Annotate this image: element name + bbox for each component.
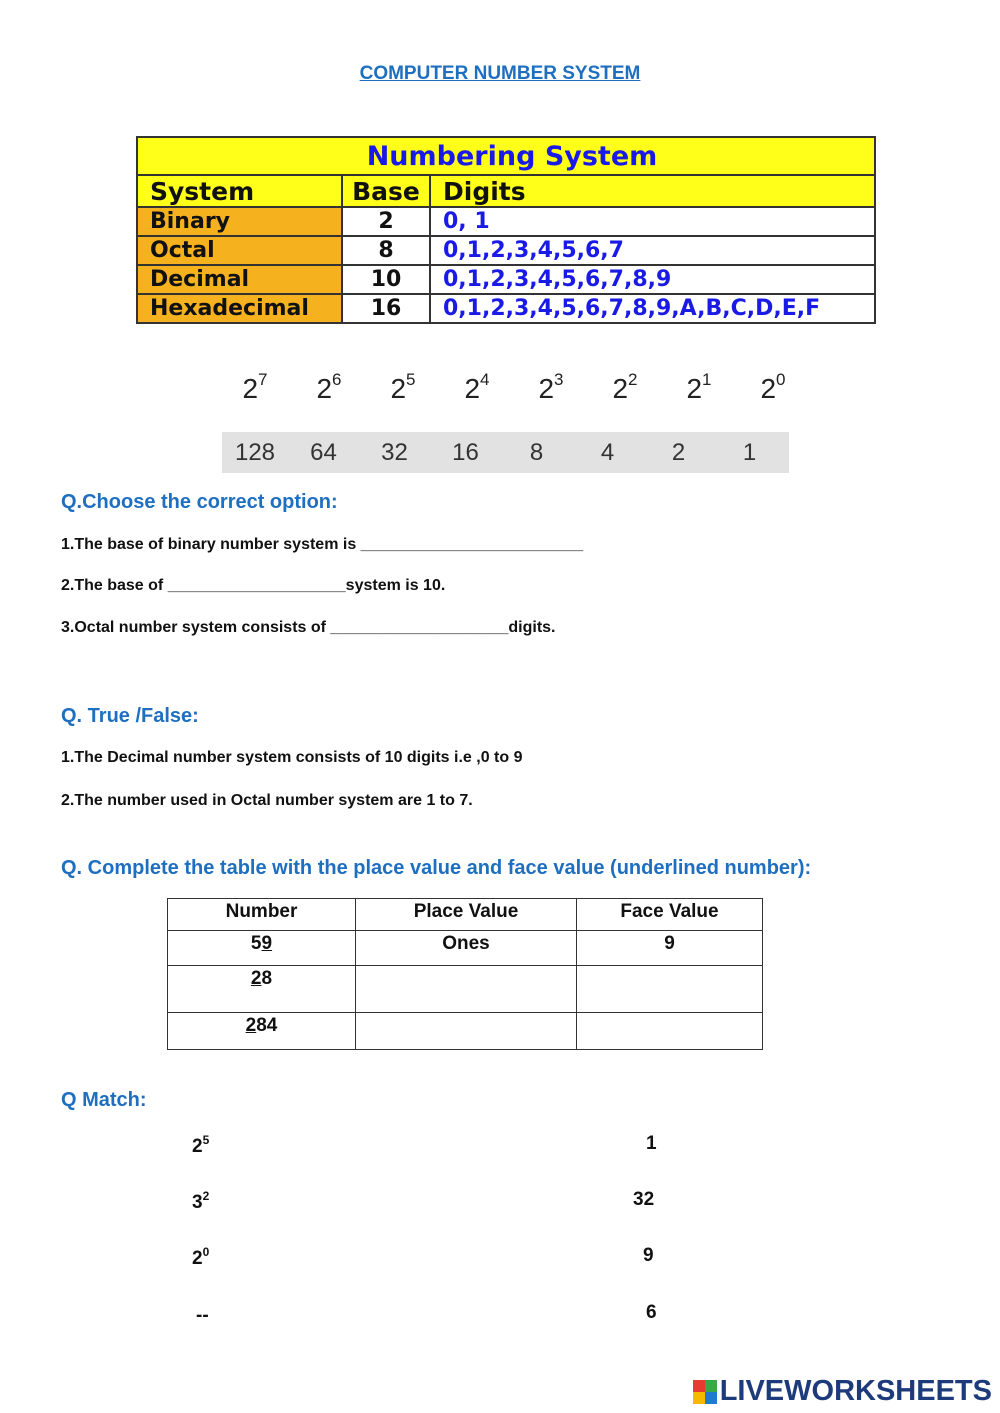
power-value: 16 — [452, 439, 479, 466]
page-title: COMPUTER NUMBER SYSTEM — [359, 63, 641, 84]
question-item: 2.The number used in Octal number system are 1 to 7. — [61, 792, 473, 809]
match-heading: Q Match: — [61, 1089, 147, 1111]
power-term: $2^3$ — [538, 370, 564, 404]
power-value: 2 — [671, 439, 686, 466]
face-value-cell: 9 — [577, 931, 763, 966]
power-term: $2^0$ — [760, 370, 786, 404]
place-value-table — [167, 898, 763, 1050]
numbering-table-title: Numbering System — [137, 137, 875, 175]
liveworksheets-logo — [693, 1375, 992, 1408]
place-value-cell: Ones — [356, 931, 577, 966]
system-base: 2 — [342, 207, 430, 236]
match-left-item[interactable]: -- — [196, 1305, 209, 1326]
match-left-item[interactable]: $3^2$ — [192, 1189, 210, 1213]
system-base: 16 — [342, 294, 430, 323]
table-row — [168, 1013, 763, 1050]
col-header-base: Base — [342, 175, 430, 207]
place-value-cell[interactable] — [356, 966, 577, 1013]
table-row — [137, 236, 875, 265]
place-value-cell[interactable] — [356, 1013, 577, 1050]
logo-square — [705, 1392, 717, 1404]
col-header-system: System — [137, 175, 342, 207]
power-value: 8 — [529, 439, 544, 466]
system-name: Hexadecimal — [137, 294, 342, 323]
match-right-item[interactable]: 32 — [633, 1189, 655, 1210]
power-value: 128 — [234, 439, 276, 466]
system-digits: 0,1,2,3,4,5,6,7 — [430, 236, 875, 265]
power-term: $2^4$ — [464, 370, 490, 404]
power-value: 32 — [381, 439, 408, 466]
col-header-place-value: Place Value — [356, 899, 577, 931]
true-false-heading: Q. True /False: — [61, 705, 199, 727]
system-base: 10 — [342, 265, 430, 294]
power-value: 64 — [310, 439, 337, 466]
match-left-item[interactable]: $2^0$ — [192, 1245, 210, 1269]
match-right-item[interactable]: 9 — [643, 1245, 654, 1266]
numbering-system-table — [136, 136, 876, 324]
power-values-row — [222, 432, 789, 473]
match-left-item[interactable]: $2^5$ — [192, 1133, 210, 1157]
power-term: $2^6$ — [316, 370, 342, 404]
table-row — [168, 966, 763, 1013]
power-value: 4 — [600, 439, 615, 466]
system-digits: 0,1,2,3,4,5,6,7,8,9 — [430, 265, 875, 294]
col-header-digits: Digits — [430, 175, 875, 207]
face-value-cell[interactable] — [577, 1013, 763, 1050]
table-row — [137, 265, 875, 294]
question-item: 2.The base of ____________________system is 10. — [61, 577, 446, 594]
logo-square — [705, 1380, 717, 1392]
complete-table-heading: Q. Complete the table with the place value and face value (underlined number): — [61, 857, 812, 879]
match-right-item[interactable]: 6 — [646, 1302, 657, 1323]
number-cell: 28 — [168, 966, 356, 1013]
face-value-cell[interactable] — [577, 966, 763, 1013]
table-row — [168, 931, 763, 966]
liveworksheets-logo-icon — [693, 1380, 717, 1404]
system-digits: 0,1,2,3,4,5,6,7,8,9,A,B,C,D,E,F — [430, 294, 875, 323]
table-row — [137, 294, 875, 323]
question-item: 1.The base of binary number system is _________________________ — [61, 536, 584, 553]
system-name: Octal — [137, 236, 342, 265]
table-row — [137, 207, 875, 236]
system-name: Binary — [137, 207, 342, 236]
col-header-face-value: Face Value — [577, 899, 763, 931]
system-digits: 0, 1 — [430, 207, 875, 236]
power-value: 1 — [742, 439, 757, 466]
col-header-number: Number — [168, 899, 356, 931]
powers-of-two-row — [218, 370, 810, 405]
choose-option-heading: Q.Choose the correct option: — [61, 491, 338, 513]
logo-square — [693, 1380, 705, 1392]
match-right-item[interactable]: 1 — [646, 1133, 657, 1154]
power-term: $2^7$ — [242, 370, 268, 404]
system-base: 8 — [342, 236, 430, 265]
system-name: Decimal — [137, 265, 342, 294]
power-term: $2^1$ — [686, 370, 712, 404]
logo-text: LIVEWORKSHEETS — [719, 1375, 992, 1407]
number-cell: 284 — [168, 1013, 356, 1050]
logo-square — [693, 1392, 705, 1404]
question-item: 3.Octal number system consists of ____________________digits. — [61, 619, 556, 636]
number-cell: 59 — [168, 931, 356, 966]
question-item: 1.The Decimal number system consists of 10 digits i.e ,0 to 9 — [61, 749, 523, 766]
power-term: $2^2$ — [612, 370, 638, 404]
power-term: $2^5$ — [390, 370, 416, 404]
